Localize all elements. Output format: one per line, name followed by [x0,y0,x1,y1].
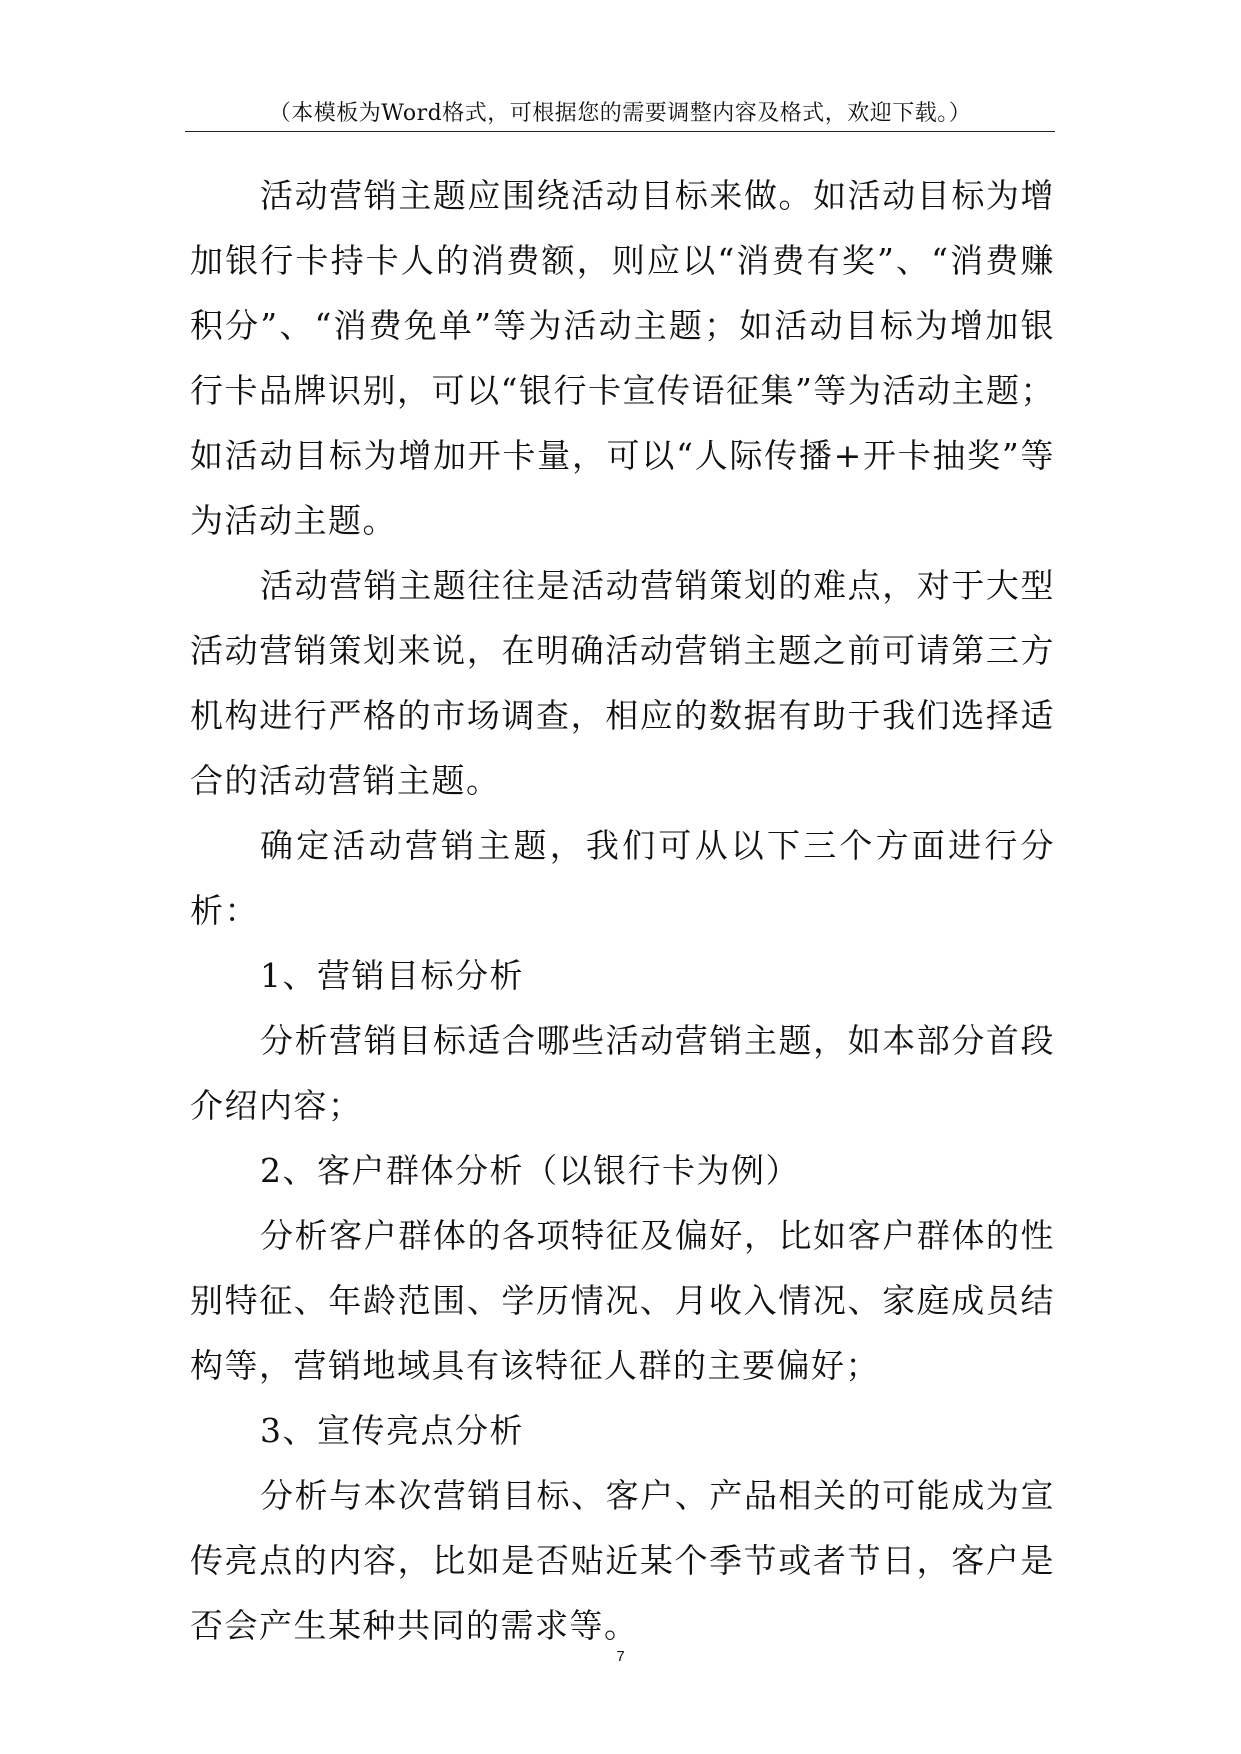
paragraph-analysis-intro: 确定活动营销主题，我们可从以下三个方面进行分析： [190,826,1055,930]
paragraph-customer-group-analysis: 分析客户群体的各项特征及偏好，比如客户群体的性别特征、年龄范围、学历情况、月收入情况、家庭成员结构等，营销地域具有该特征人群的主要偏好； [190,1216,1055,1385]
heading-marketing-goal-analysis: 1、营销目标分析 [260,956,524,995]
page-number: 7 [616,1648,625,1665]
paragraph-promotion-highlight-analysis: 分析与本次营销目标、客户、产品相关的可能成为宣传亮点的内容，比如是否贴近某个季节或者节日，客户是否会产生某种共同的需求等。 [190,1476,1055,1645]
paragraph-marketing-goal-analysis: 分析营销目标适合哪些活动营销主题，如本部分首段介绍内容； [190,1021,1055,1125]
template-notice-header: （本模板为Word格式，可根据您的需要调整内容及格式，欢迎下载。） [268,101,972,126]
document-body [190,163,1055,1658]
heading-customer-group-analysis: 2、客户群体分析（以银行卡为例） [260,1151,800,1190]
header-divider [185,131,1055,132]
heading-promotion-highlight-analysis: 3、宣传亮点分析 [260,1411,524,1450]
paragraph-theme-goals: 活动营销主题应围绕活动目标来做。如活动目标为增加银行卡持卡人的消费额，则应以“消费有奖”、“消费赚积分”、“消费免单”等为活动主题；如活动目标为增加银行卡品牌识别，可以“银行卡宣传语征集”等为活动主题；如活动目标为增加开卡量，可以“人际传播+开卡抽奖”等为活动主题。 [190,176,1055,540]
paragraph-theme-difficulty: 活动营销主题往往是活动营销策划的难点，对于大型活动营销策划来说，在明确活动营销主题之前可请第三方机构进行严格的市场调查，相应的数据有助于我们选择适合的活动营销主题。 [190,566,1055,800]
